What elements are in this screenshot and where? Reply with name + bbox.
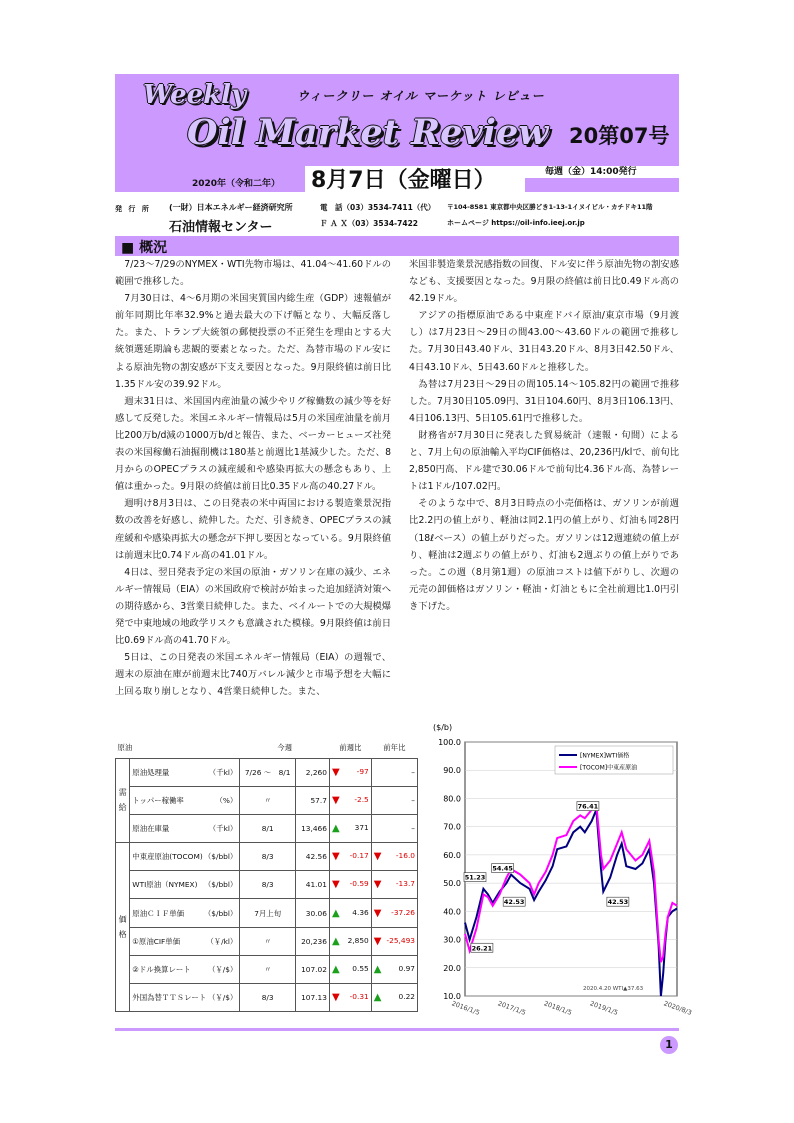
row-wow: ▲ 4.36 (329, 899, 371, 927)
annotation-label: 51.23 (464, 873, 486, 882)
annotation-label: 76.41 (577, 802, 599, 811)
row-yoy: – (371, 786, 417, 814)
row-value: 41.01 (296, 871, 330, 899)
table-row (116, 955, 418, 983)
market-table (115, 738, 418, 1012)
publisher-fax: Ｆ Ａ Ｘ（03）3534-7422 (320, 219, 419, 228)
header-wow: 前週比 (339, 743, 362, 753)
table-row (116, 899, 418, 927)
table-body (116, 758, 418, 1012)
table-row (116, 814, 418, 842)
row-value: 107.13 (296, 984, 330, 1012)
row-item: WTI原油（NYMEX) (132, 880, 198, 890)
row-wow: ▲ 2,850 (329, 927, 371, 955)
legend-entry: [NYMEX]WTI価格 (580, 752, 630, 760)
right-column (409, 256, 679, 615)
row-unit: （$/bbl） (203, 880, 238, 890)
footer-rule (115, 1028, 679, 1031)
row-item: 原油ＣＩＦ単価 (132, 908, 185, 918)
row-value: 30.06 (296, 899, 330, 927)
row-value: 13,466 (296, 814, 330, 842)
y-tick-label: 50.0 (443, 879, 461, 889)
publisher-name: 石油情報センター (169, 220, 273, 235)
table-header-row (116, 738, 418, 758)
x-tick-label: 2018/1/5 (542, 999, 573, 1017)
row-item: 外国為替ＴＴＳレート (132, 993, 207, 1003)
row-wow: ▼ -0.59 (329, 871, 371, 899)
issue-year: 2020年（令和二年） (192, 179, 281, 189)
row-unit: （￥/kl） (206, 936, 238, 946)
x-tick-label: 2020/8/3 (662, 999, 693, 1017)
annotation-label: 26.21 (471, 944, 493, 953)
row-value: 57.7 (296, 786, 330, 814)
header-group: 原油 (117, 743, 133, 753)
paragraph: 7月30日は、4～6月期の米国実質国内総生産（GDP）速報値が前年同期比年率32.9%と過去最大の下げ幅となり、大幅反落した。また、トランプ大統領の郵便投票の不正発生を理由とする大統領選延期論も悲観的要素となった。ただ、為替市場のドル安による原油先物の割安感が下支え要因となった。9月限終値は前日比1.35ドル安の39.92ドル。 (115, 293, 391, 390)
x-tick-label: 2016/1/5 (450, 999, 481, 1017)
paragraph: 週末31日は、米国国内産油量の減少やリグ稼働数の減少等を好感して反発した。米国エネルギー情報局は5月の米国産油量を前月比200万b/d減の1000万b/dと報告、また、ベーカーヒューズ社発表の米国稼働石油掘削機は180基と前週比1基減少した。ただ、8月からのOPECプラスの減産緩和や感染再拡大の懸念もあり、上値は重かった。9月限の終値は前日比0.35ドル高の40.27ドル。 (115, 395, 391, 493)
row-period: 8/3 (240, 984, 296, 1012)
date-band (115, 166, 679, 192)
paragraph: 為替は7月23日～29日の間105.14～105.82円の範囲で推移した。7月30日105.09円、31日104.60円、8月3日106.13円、4日106.13円、5日105.61円で推移した。 (409, 378, 679, 424)
row-period: 〃 (240, 786, 296, 814)
publisher-tel: 電 話（03）3534-7411（代） (320, 203, 436, 212)
row-item: 原油処理量 (132, 767, 170, 777)
y-tick-label: 30.0 (443, 935, 461, 945)
publisher-homepage[interactable]: ホームページ https://oil-info.ieej.or.jp (447, 219, 585, 227)
row-period: 8/3 (240, 843, 296, 871)
row-wow: ▼ -0.31 (329, 984, 371, 1012)
row-unit: （千kl） (208, 823, 238, 833)
row-unit: （$/bbl） (203, 908, 238, 918)
header-yoy: 前年比 (383, 743, 406, 753)
row-yoy: ▲ 0.22 (371, 984, 417, 1012)
chart-footnote: 2020.4.20 WTI▲37.63 (583, 986, 644, 992)
row-yoy: – (371, 814, 417, 842)
row-wow: ▼ -2.5 (329, 786, 371, 814)
row-wow: ▲ 371 (329, 814, 371, 842)
row-unit: （￥/$） (207, 993, 238, 1003)
paragraph: 7/23～7/29のNYMEX・WTI先物市場は、41.04～41.60ドルの範囲で推移した。 (115, 259, 391, 288)
row-period: 8/1 (240, 814, 296, 842)
y-tick-label: 70.0 (443, 822, 461, 832)
price-chart (425, 720, 693, 1025)
y-tick-label: 100.0 (438, 738, 461, 747)
row-item: 原油在庫量 (132, 823, 170, 833)
paragraph: 米国非製造業景況感指数の回復、ドル安に伴う原油先物の割安感なども、支援要因となった。9月限の終値は前日比0.49ドル高の42.19ドル。 (409, 259, 679, 305)
header-period: 今週 (277, 743, 293, 753)
row-wow: ▼ -97 (329, 758, 371, 786)
row-value: 20,236 (296, 927, 330, 955)
row-item: トッパー稼働率 (132, 795, 184, 805)
left-column (115, 256, 391, 700)
section-heading (115, 236, 679, 256)
x-tick-label: 2017/1/5 (496, 999, 527, 1017)
y-axis-label: ($/b) (433, 723, 453, 732)
row-period: 8/3 (240, 871, 296, 899)
paragraph: 4日は、翌日発表予定の米国の原油・ガソリン在庫の減少、エネルギー情報局（EIA）の米国政府で検討が始まった追加経済対策への期待感から、3営業日続伸した。また、ベイルートでの大規模爆発で中東地域の地政学リスクも意識された模様。9月限終値は前日比0.69ドル高の41.70ドル。 (115, 566, 391, 647)
row-yoy: ▼ -25,493 (371, 927, 417, 955)
y-tick-label: 10.0 (443, 992, 461, 1001)
paragraph: 週明け8月3日は、この日発表の米中両国における製造業景況指数の改善を好感し、続伸した。ただ、引き続き、OPECプラスの減産緩和や感染再拡大の懸念が下押し要因となっている。9月限終値は前週末比0.74ドル高の41.01ドル。 (115, 498, 391, 561)
masthead (115, 74, 679, 166)
masthead-weekly: Weekly (143, 80, 247, 110)
y-tick-label: 80.0 (443, 794, 461, 804)
x-tick-label: 2019/1/5 (588, 999, 620, 1017)
publish-info: 毎週（金）14:00発行 (545, 167, 637, 177)
publisher-address: 〒104-8581 東京都中央区勝どき1-13-1イヌイビル・カチドキ11階 (447, 203, 653, 211)
row-item: 中東産原油(TOCOM) (132, 852, 203, 862)
table-row (116, 758, 418, 786)
issue-date: 8月7日（金曜日） (311, 168, 496, 193)
row-period: 〃 (240, 927, 296, 955)
row-period: 7/26 ～ 8/1 (240, 758, 296, 786)
row-wow: ▲ 0.55 (329, 955, 371, 983)
paragraph: 財務省が7月30日に発表した貿易統計（速報・旬間）によると、7月上旬の原油輸入平均CIF価格は、20,236円/klで、前旬比2,850円高、ドル建で30.06ドルで前旬比4.36ドル高、為替レートは1ドル/107.02円。 (409, 429, 679, 493)
publisher-info (115, 198, 679, 234)
market-table-wrapper (115, 738, 418, 1012)
publisher-label: 発 行 所 (115, 205, 151, 213)
publisher-org: (一財）日本エネルギー経済研究所 (169, 203, 293, 212)
row-yoy: ▼ -37.26 (371, 899, 417, 927)
annotation-label: 42.53 (607, 898, 629, 907)
paragraph: 5日は、この日発表の米国エネルギー情報局（EIA）の週報で、週末の原油在庫が前週末比740万バレル減少と市場予想を大幅に上回る取り崩しとなり、4営業日続伸した。また、 (115, 652, 391, 698)
row-item: ②ドル換算レート (132, 964, 191, 974)
table-row (116, 984, 418, 1012)
annotation-label: 54.45 (492, 864, 513, 873)
row-wow: ▼ -0.17 (329, 843, 371, 871)
row-yoy: ▼ -13.7 (371, 871, 417, 899)
row-yoy: – (371, 758, 417, 786)
date-band-right-bar (525, 178, 679, 192)
row-value: 42.56 (296, 843, 330, 871)
row-item: ①原油CIF単価 (132, 936, 181, 946)
y-tick-label: 40.0 (443, 907, 461, 917)
table-row (116, 843, 418, 871)
group-price: 価格 (116, 843, 130, 1012)
row-value: 2,260 (296, 758, 330, 786)
annotation-label: 42.53 (503, 898, 525, 907)
row-unit: （$/bbl） (203, 852, 238, 862)
row-unit: （￥/$） (207, 964, 238, 974)
masthead-title: Oil Market Review (187, 112, 549, 153)
group-supply: 需給 (116, 758, 130, 843)
table-row (116, 871, 418, 899)
paragraph: アジアの指標原油である中東産ドバイ原油/東京市場（9月渡し）は7月23日～29日の間43.00～43.60ドルの範囲で推移した。7月30日43.40ドル、31日43.20ドル、8月3日42.50ドル、4日43.10ドル、5日43.60ドルと推移した。 (409, 310, 679, 373)
row-period: 〃 (240, 955, 296, 983)
table-row (116, 786, 418, 814)
page-number: 1 (660, 1036, 678, 1054)
row-value: 107.02 (296, 955, 330, 983)
y-tick-label: 60.0 (443, 850, 461, 860)
row-yoy: ▼ -16.0 (371, 843, 417, 871)
legend-entry: [TOCOM]中東産原油 (580, 764, 638, 772)
y-tick-label: 90.0 (443, 766, 461, 776)
section-title: ■ 概況 (121, 240, 168, 256)
masthead-subtitle: ウィークリー オイル マーケット レビュー (297, 89, 545, 103)
row-period: 7月上旬 (240, 899, 296, 927)
row-yoy: ▲ 0.97 (371, 955, 417, 983)
paragraph: そのような中で、8月3日時点の小売価格は、ガソリンが前週比2.2円の値上がり、軽油は同2.1円の値上がり、灯油も同28円（18ℓベース）の値上がりだった。ガソリンは12週連続の値上がり、軽油は2週ぶりの値上がり、灯油も2週ぶりの値上がりであった。この週（8月第1週）の原油コストは値下がりし、次週の元売の卸価格はガソリン・軽油・灯油ともに全社前週比1.0円引き下げた。 (409, 498, 679, 612)
row-unit: （%） (215, 795, 238, 805)
table-row (116, 927, 418, 955)
issue-number: 20第07号 (569, 124, 670, 148)
y-tick-label: 20.0 (443, 963, 461, 973)
row-unit: （千kl） (208, 767, 238, 777)
